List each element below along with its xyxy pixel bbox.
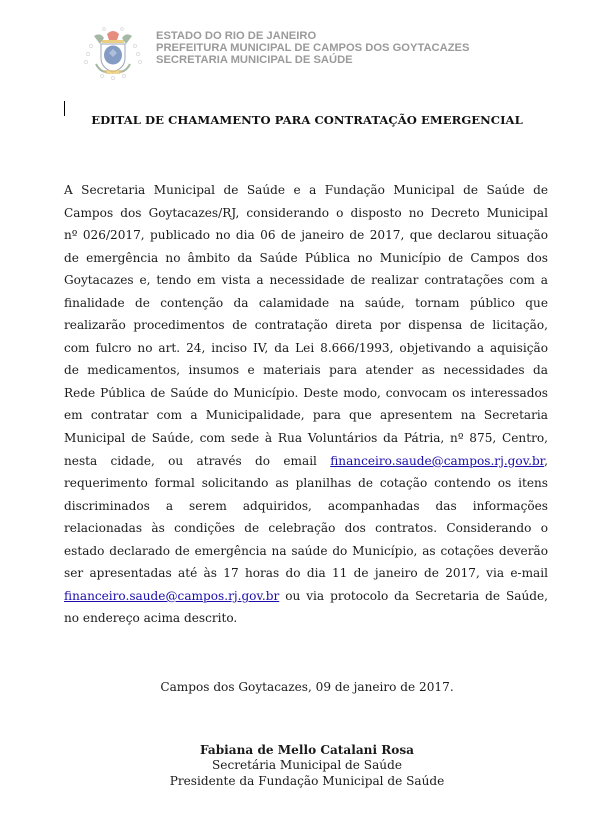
letterhead-state: ESTADO DO RIO DE JANEIRO (156, 30, 317, 42)
signatory-name: Fabiana de Mello Catalani Rosa (199, 743, 415, 757)
letterhead-prefecture: PREFEITURA MUNICIPAL DE CAMPOS DOS GOYTACAZES (156, 42, 470, 55)
body-line: de medicamentos, insumos e materiais para atender as necessidades da (64, 363, 548, 378)
body-line-text: nesta cidade, ou através do email (64, 453, 317, 468)
body-line: discriminados a serem adquiridos, acompanhadas das informações (64, 498, 548, 513)
email-link[interactable]: financeiro.saude@campos.rj.gov.br (64, 588, 280, 603)
signature-block (0, 743, 614, 789)
body-line-with-email (64, 450, 548, 473)
letterhead-secretariat: SECRETARIA MUNICIPAL DE SAÚDE (156, 54, 353, 67)
body-line-with-email (64, 585, 548, 608)
body-line: Campos dos Goytacazes/RJ, considerando o disposto no Decreto Municipal (64, 205, 548, 220)
body-line: realizarão procedimentos de contratação direta por dispensa de licitação, (64, 318, 548, 333)
body-line: Rede Pública de Saúde do Município. Deste modo, convocam os interessados (64, 385, 548, 400)
coat-of-arms-icon (80, 24, 146, 80)
body-line: em contratar com a Municipalidade, para que apresentem na Secretaria (64, 408, 548, 423)
body-line: estado declarado de emergência na saúde do Município, as cotações deverão (64, 543, 548, 558)
body-line-text: ou via protocolo da Secretaria de Saúde, (279, 588, 548, 603)
signatory-role: Presidente da Fundação Municipal de Saúde (169, 773, 445, 788)
document-title: EDITAL DE CHAMAMENTO PARA CONTRATAÇÃO EMERGENCIAL (91, 113, 523, 127)
body-line-text: , (544, 453, 548, 468)
body-line: Goytacazes e, tendo em vista a necessidade de realizar contratações com a (64, 273, 548, 288)
body-line: no endereço acima descrito. (64, 611, 238, 626)
body-line: nº 026/2017, publicado no dia 06 de janeiro de 2017, que declarou situação (64, 228, 548, 243)
body-line: A Secretaria Municipal de Saúde e a Fundação Municipal de Saúde de (64, 183, 548, 197)
letterhead (156, 30, 469, 67)
body-line: finalidade de contenção da calamidade na saúde, tornam público que (64, 295, 548, 310)
email-link[interactable]: financeiro.saude@campos.rj.gov.br (330, 453, 545, 468)
body-line: ser apresentadas até às 17 horas do dia 11 de janeiro de 2017, via e-mail (64, 566, 548, 581)
body-line: requerimento formal solicitando as planilhas de cotação contendo os itens (64, 476, 548, 491)
body-line: de emergência no âmbito da Saúde Pública no Município de Campos dos (64, 250, 548, 265)
body-line: Municipal de Saúde, com sede à Rua Voluntários da Pátria, nº 875, Centro, (64, 431, 548, 446)
body-paragraph (64, 179, 548, 630)
signatory-role: Secretária Municipal de Saúde (212, 758, 402, 773)
body-line: com fulcro no art. 24, inciso IV, da Lei 8.666/1993, objetivando a aquisição (64, 340, 548, 355)
place-and-date: Campos dos Goytacazes, 09 de janeiro de 2017. (160, 680, 454, 694)
body-line: relacionadas às condições de celebração dos contratos. Considerando o (64, 521, 548, 536)
